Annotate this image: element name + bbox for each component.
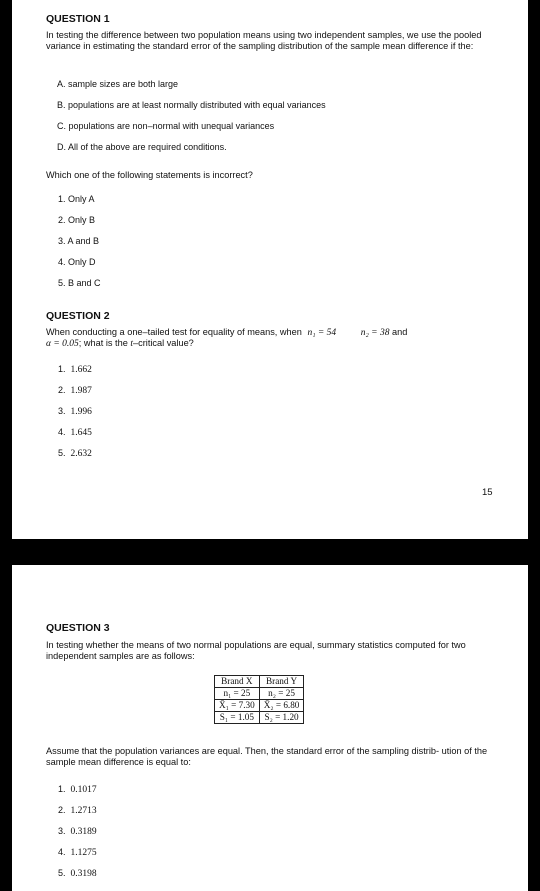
- table-cell: X̄₁ = 7.30: [215, 700, 260, 712]
- q2-n1: n₁ = 54: [307, 328, 337, 338]
- question-3-text: In testing whether the means of two normal populations are equal, summary statistics computed for two independent samples are as follows:: [46, 640, 466, 661]
- page-number: 15: [482, 487, 493, 498]
- q3-option-1[interactable]: 1. 0.1017: [58, 784, 97, 795]
- statement-a: A. sample sizes are both large: [57, 79, 179, 89]
- page-16: [12, 565, 528, 891]
- table-cell: S₁ = 1.05: [215, 712, 260, 724]
- table-row: [215, 688, 304, 700]
- q1-option-2[interactable]: 2. Only B: [58, 215, 96, 225]
- statement-d: D. All of the above are required conditions.: [57, 142, 227, 152]
- table-cell: X̄₂ = 6.80: [259, 700, 304, 712]
- q2-intro: When conducting a one–tailed test for equality of means, when: [46, 327, 302, 337]
- q2-t-symbol: t: [130, 339, 134, 349]
- q2-option-5[interactable]: 5. 2.632: [58, 448, 92, 459]
- q2-option-4[interactable]: 4. 1.645: [58, 427, 92, 438]
- q2-question: ; what is the: [78, 338, 128, 348]
- question-1-title: QUESTION 1: [46, 13, 110, 25]
- q2-n2: n₂ = 38: [360, 328, 390, 338]
- q3-option-5[interactable]: 5. 0.3198: [58, 868, 97, 879]
- table-header: Brand X: [215, 676, 260, 688]
- q2-option-2[interactable]: 2. 1.987: [58, 385, 92, 396]
- q3-option-4[interactable]: 4. 1.1275: [58, 847, 97, 858]
- table-header-row: [215, 676, 304, 688]
- question-1-prompt: Which one of the following statements is incorrect?: [46, 170, 253, 180]
- q3-option-3[interactable]: 3. 0.3189: [58, 826, 97, 837]
- q3-option-2[interactable]: 2. 1.2713: [58, 805, 97, 816]
- table-cell: n₁ = 25: [215, 688, 260, 700]
- question-3-title: QUESTION 3: [46, 622, 110, 634]
- q1-option-4[interactable]: 4. Only D: [58, 257, 96, 267]
- q2-option-1[interactable]: 1. 1.662: [58, 364, 92, 375]
- q2-option-3[interactable]: 3. 1.996: [58, 406, 92, 417]
- page-15: [12, 0, 528, 539]
- table-row: [215, 700, 304, 712]
- question-2-title: QUESTION 2: [46, 310, 110, 322]
- q2-and: and: [392, 327, 408, 337]
- question-2-line-2: [46, 338, 194, 350]
- question-1-text: In testing the difference between two population means using two independent samples, we use the pooled variance in estimating the standard error of the sampling distribution of the sample mean difference if the:: [46, 30, 482, 51]
- table-cell: S₂ = 1.20: [259, 712, 304, 724]
- table-cell: n₂ = 25: [259, 688, 304, 700]
- q2-alpha: α = 0.05: [46, 339, 79, 349]
- q2-question-end: –critical value?: [133, 338, 194, 348]
- statement-c: C. populations are non–normal with unequal variances: [57, 121, 275, 131]
- q1-option-5[interactable]: 5. B and C: [58, 278, 101, 288]
- q1-option-1[interactable]: 1. Only A: [58, 194, 95, 204]
- table-row: [215, 712, 304, 724]
- q1-option-3[interactable]: 3. A and B: [58, 236, 100, 246]
- question-3-text-2: Assume that the population variances are equal. Then, the standard error of the sampling distrib- ution of the sample mean difference is equal to:: [46, 746, 488, 767]
- table-header: Brand Y: [259, 676, 304, 688]
- summary-statistics-table: [214, 675, 304, 724]
- statement-b: B. populations are at least normally distributed with equal variances: [57, 100, 326, 110]
